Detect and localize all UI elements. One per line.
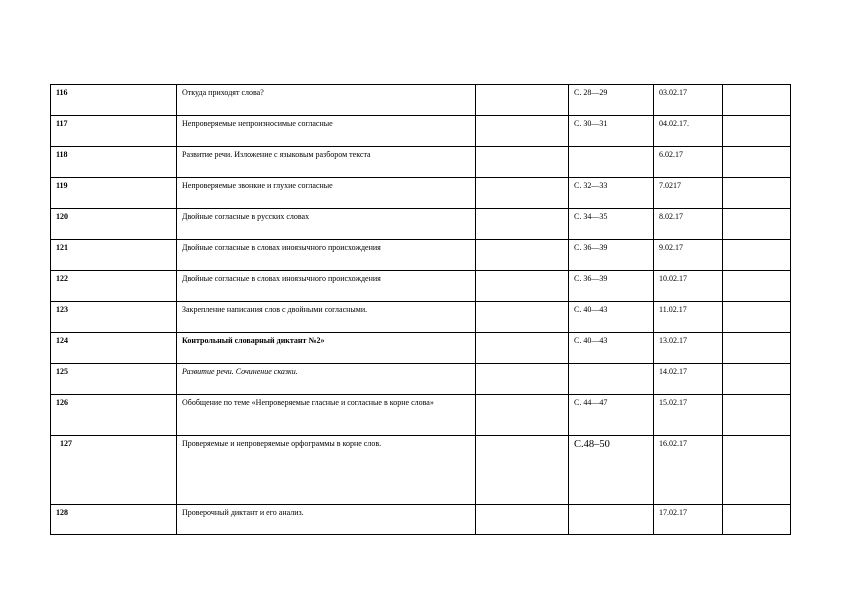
notes-cell (723, 333, 791, 364)
blank-cell (476, 302, 569, 333)
lesson-number: 121 (51, 240, 177, 271)
notes-cell (723, 271, 791, 302)
lesson-number: 126 (51, 395, 177, 436)
textbook-pages: С. 36—39 (569, 240, 654, 271)
table-row (51, 178, 791, 209)
textbook-pages: С. 40—43 (569, 333, 654, 364)
blank-cell (476, 240, 569, 271)
textbook-pages (569, 505, 654, 535)
lesson-number: 118 (51, 147, 177, 178)
notes-cell (723, 147, 791, 178)
lesson-topic: Двойные согласные в словах иноязычного происхождения (177, 271, 476, 302)
lesson-date: 13.02.17 (654, 333, 723, 364)
lesson-date: 9.02.17 (654, 240, 723, 271)
lesson-topic: Развитие речи. Сочинение сказки. (177, 364, 476, 395)
textbook-pages: С. 34—35 (569, 209, 654, 240)
textbook-pages: С. 40—43 (569, 302, 654, 333)
notes-cell (723, 178, 791, 209)
blank-cell (476, 85, 569, 116)
table-row (51, 209, 791, 240)
lesson-topic: Закрепление написания слов с двойными согласными. (177, 302, 476, 333)
lesson-number: 128 (51, 505, 177, 535)
lesson-topic: Контрольный словарный диктант №2» (177, 333, 476, 364)
table-row (51, 395, 791, 436)
blank-cell (476, 333, 569, 364)
lesson-topic: Обобщение по теме «Непроверяемые гласные и согласные в корне слова» (177, 395, 476, 436)
blank-cell (476, 178, 569, 209)
lesson-date: 6.02.17 (654, 147, 723, 178)
blank-cell (476, 436, 569, 505)
table-row (51, 271, 791, 302)
blank-cell (476, 364, 569, 395)
table-row (51, 85, 791, 116)
notes-cell (723, 302, 791, 333)
table-row (51, 147, 791, 178)
notes-cell (723, 395, 791, 436)
lesson-number: 127 (51, 436, 177, 505)
table-row (51, 302, 791, 333)
lesson-number: 119 (51, 178, 177, 209)
table-row (51, 240, 791, 271)
lesson-topic: Двойные согласные в русских словах (177, 209, 476, 240)
textbook-pages (569, 147, 654, 178)
blank-cell (476, 271, 569, 302)
blank-cell (476, 505, 569, 535)
blank-cell (476, 209, 569, 240)
lesson-date: 03.02.17 (654, 85, 723, 116)
lesson-date: 16.02.17 (654, 436, 723, 505)
textbook-pages (569, 364, 654, 395)
lesson-date: 7.0217 (654, 178, 723, 209)
lesson-topic: Непроверяемые звонкие и глухие согласные (177, 178, 476, 209)
notes-cell (723, 505, 791, 535)
lesson-topic: Двойные согласные в словах иноязычного происхождения (177, 240, 476, 271)
table-row (51, 364, 791, 395)
blank-cell (476, 147, 569, 178)
notes-cell (723, 364, 791, 395)
lesson-topic: Развитие речи. Изложение с языковым разбором текста (177, 147, 476, 178)
textbook-pages: С. 32—33 (569, 178, 654, 209)
lesson-number: 123 (51, 302, 177, 333)
lesson-number: 122 (51, 271, 177, 302)
textbook-pages: С.48–50 (569, 436, 654, 505)
textbook-pages: С. 44—47 (569, 395, 654, 436)
lesson-date: 8.02.17 (654, 209, 723, 240)
notes-cell (723, 240, 791, 271)
lesson-topic: Проверяемые и непроверяемые орфограммы в корне слов. (177, 436, 476, 505)
lesson-number: 116 (51, 85, 177, 116)
table-row (51, 116, 791, 147)
lesson-date: 10.02.17 (654, 271, 723, 302)
textbook-pages: С. 28—29 (569, 85, 654, 116)
lesson-number: 120 (51, 209, 177, 240)
textbook-pages: С. 36—39 (569, 271, 654, 302)
blank-cell (476, 395, 569, 436)
lesson-plan-table (50, 84, 791, 535)
lesson-number: 124 (51, 333, 177, 364)
lesson-topic: Непроверяемые непроизносимые согласные (177, 116, 476, 147)
table-row (51, 436, 791, 505)
notes-cell (723, 85, 791, 116)
lesson-date: 11.02.17 (654, 302, 723, 333)
table-row (51, 333, 791, 364)
lesson-number: 125 (51, 364, 177, 395)
notes-cell (723, 116, 791, 147)
table-row (51, 505, 791, 535)
lesson-date: 17.02.17 (654, 505, 723, 535)
lesson-date: 04.02.17. (654, 116, 723, 147)
lesson-topic: Проверочный диктант и его анализ. (177, 505, 476, 535)
lesson-date: 15.02.17 (654, 395, 723, 436)
notes-cell (723, 209, 791, 240)
lesson-number: 117 (51, 116, 177, 147)
blank-cell (476, 116, 569, 147)
lesson-topic: Откуда приходят слова? (177, 85, 476, 116)
notes-cell (723, 436, 791, 505)
textbook-pages: С. 30—31 (569, 116, 654, 147)
lesson-date: 14.02.17 (654, 364, 723, 395)
